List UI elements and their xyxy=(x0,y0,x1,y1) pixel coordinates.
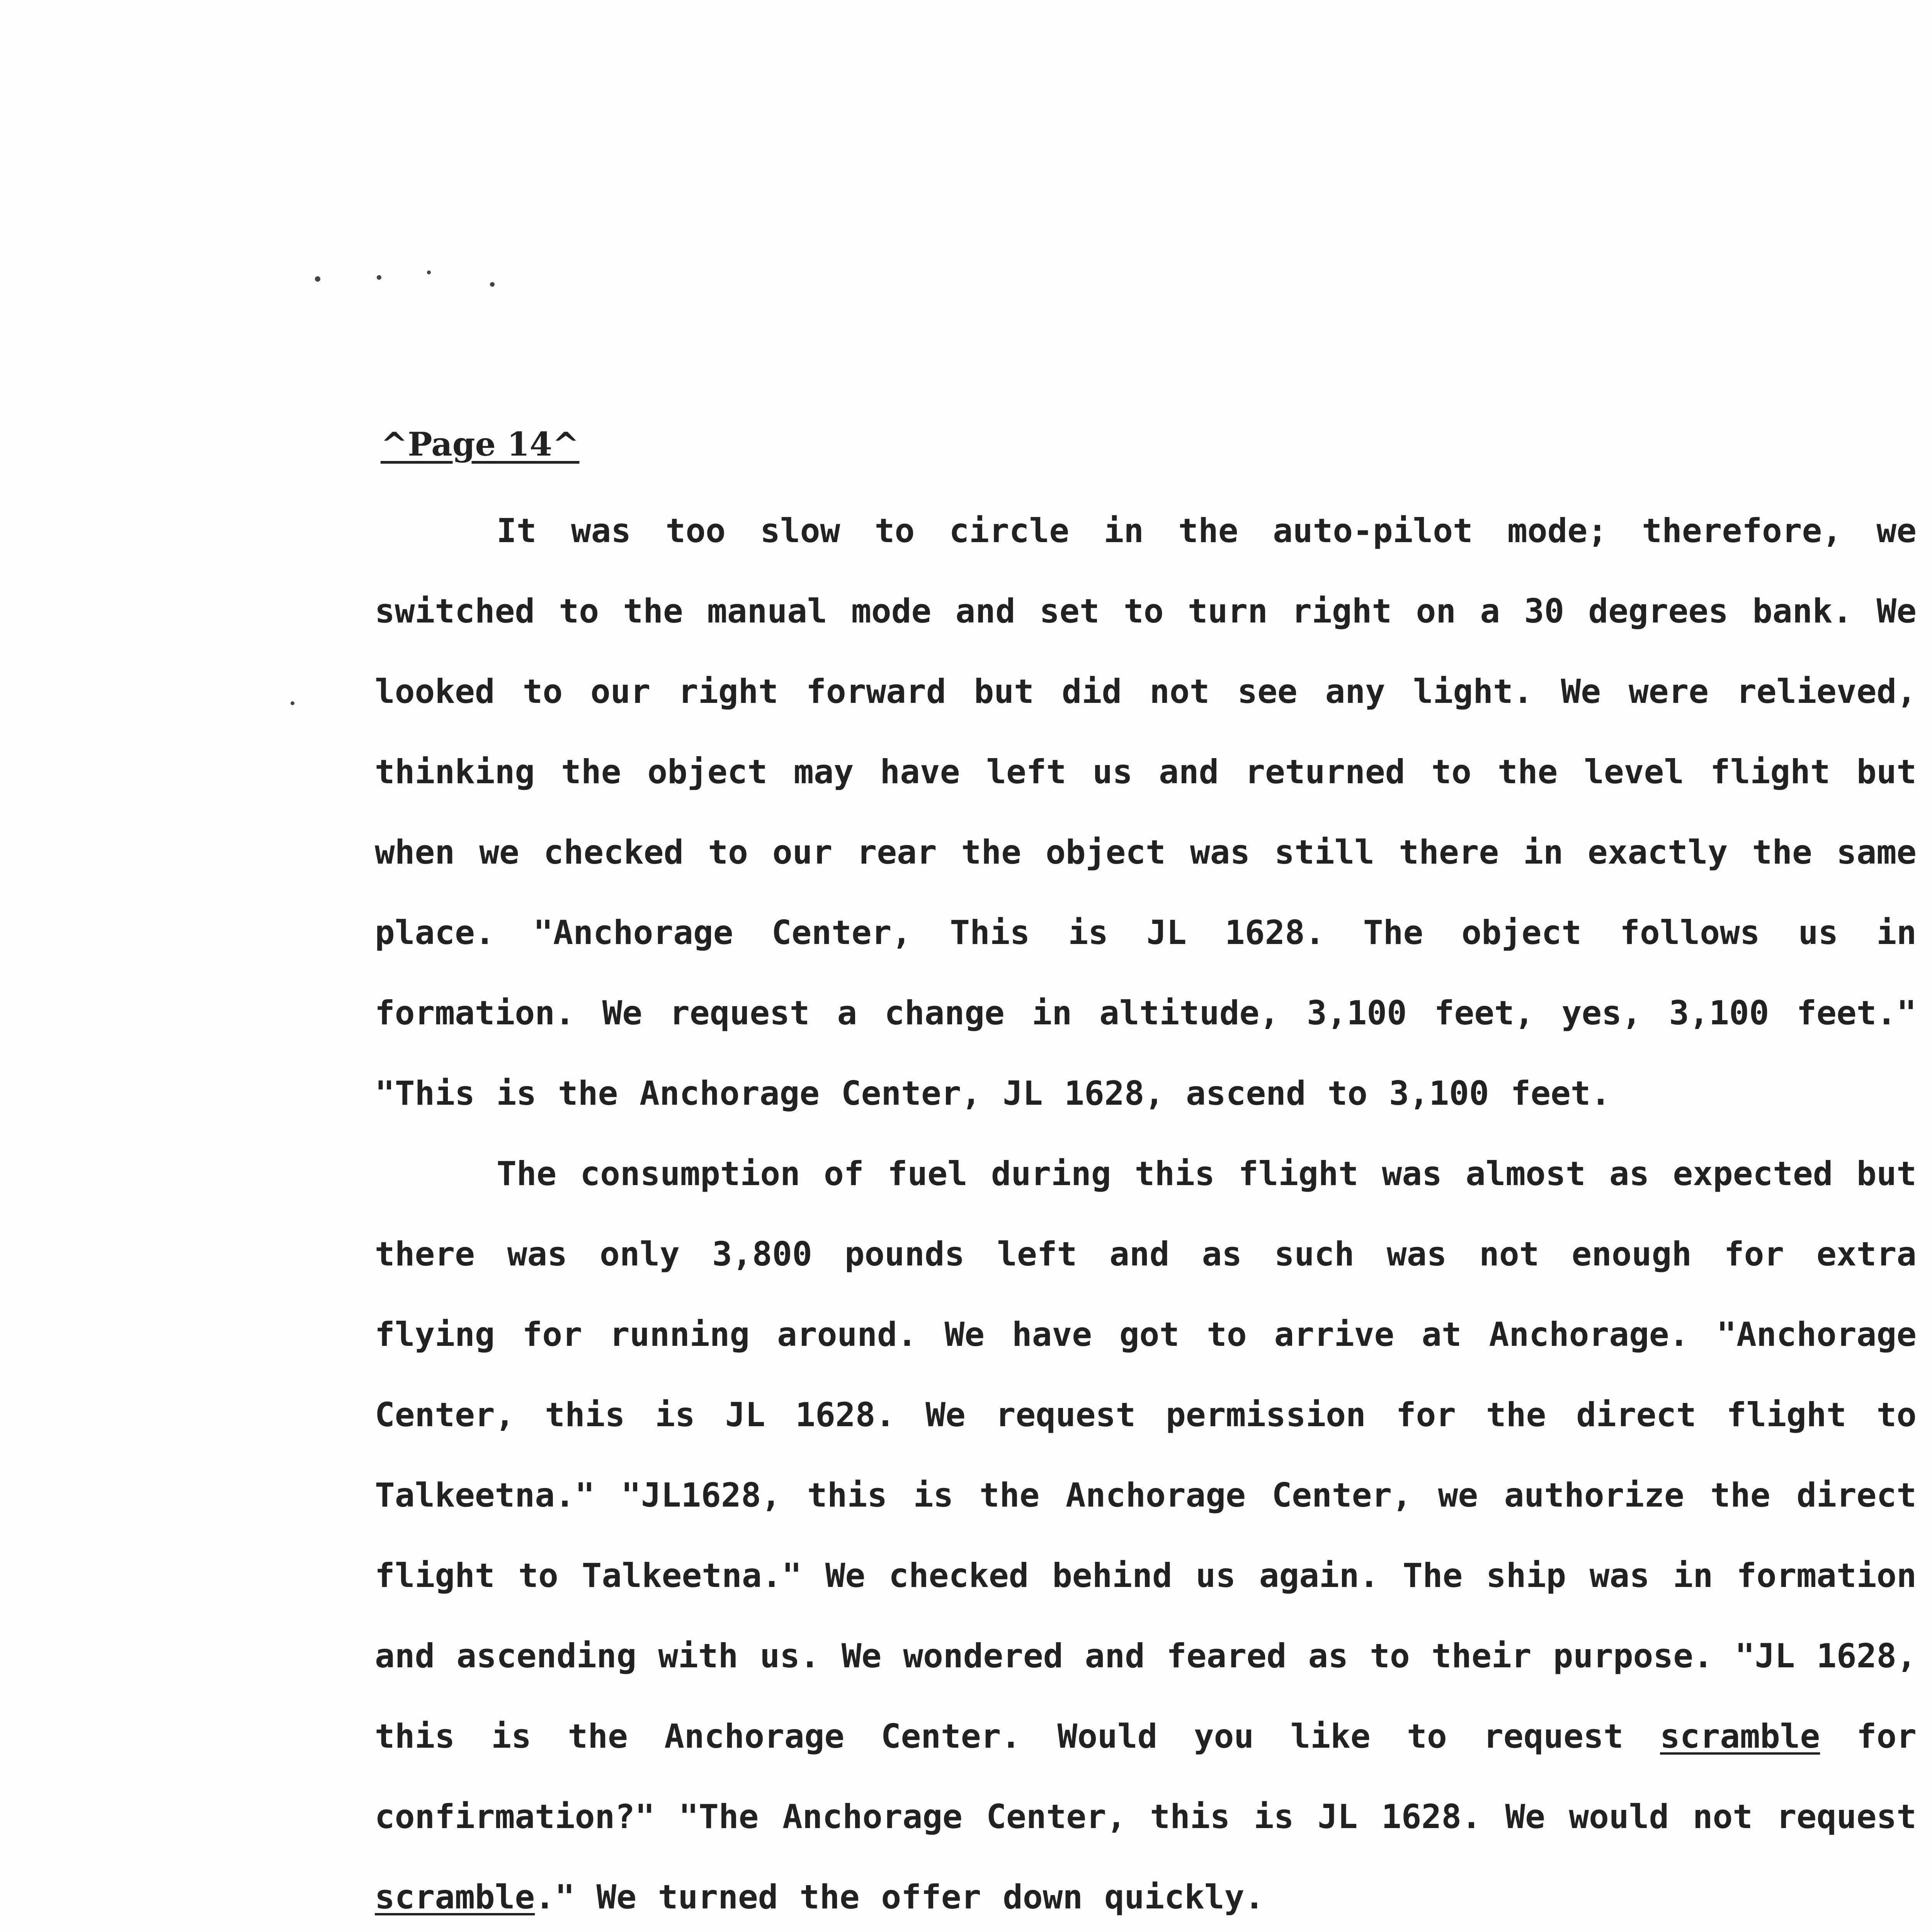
scan-speck xyxy=(490,282,495,287)
paragraph-text: for confirmation?" "The Anchorage Center, this is JL 1628. We would not request xyxy=(375,1717,1917,1836)
paragraph-text: The consumption of fuel during this flight was almost as expected but there was only 3,800 pounds left and as such was not enough for extra flying for running around. We have got to arrive at Anchorage. "Anchorage Center, this is JL 1628. We request permission for the direct flight to Talkeetna." "JL1628, this is the Anchorage Center, we authorize the direct flight to Talkeetna." We checked behind us again. The ship was in formation and ascending with us. We wondered and feared as to their purpose. "JL 1628, this is the Anchorage Center. Would you like to request xyxy=(375,1155,1917,1756)
scan-speck xyxy=(291,701,294,705)
underlined-word: scramble xyxy=(1660,1717,1820,1756)
scan-speck xyxy=(377,275,381,280)
paragraph-text: ." We turned the offer down quickly. xyxy=(535,1878,1265,1917)
paragraph-1 xyxy=(375,491,1917,1134)
scan-speck xyxy=(427,270,431,274)
scan-speck xyxy=(315,276,320,282)
paragraph-text: It was too slow to circle in the auto-pilot mode; therefore, we switched to the manual mode and set to turn right on a 30 degrees bank. We looked to our right forward but did not see any light. We were relieved, thinking the object may have left us and returned to the level flight but when we checked to our rear the object was still there in exactly the same place. "Anchorage Center, This is JL 1628. The object follows us in formation. We request a change in altitude, 3,100 feet, yes, 3,100 feet." "This is the Anchorage Center, JL 1628, ascend to 3,100 feet. xyxy=(375,512,1917,1113)
body-text xyxy=(375,491,1917,1932)
paragraph-2 xyxy=(375,1134,1917,1932)
page-number-label: ^Page 14^ xyxy=(381,425,580,463)
underlined-word: scramble xyxy=(375,1878,535,1917)
